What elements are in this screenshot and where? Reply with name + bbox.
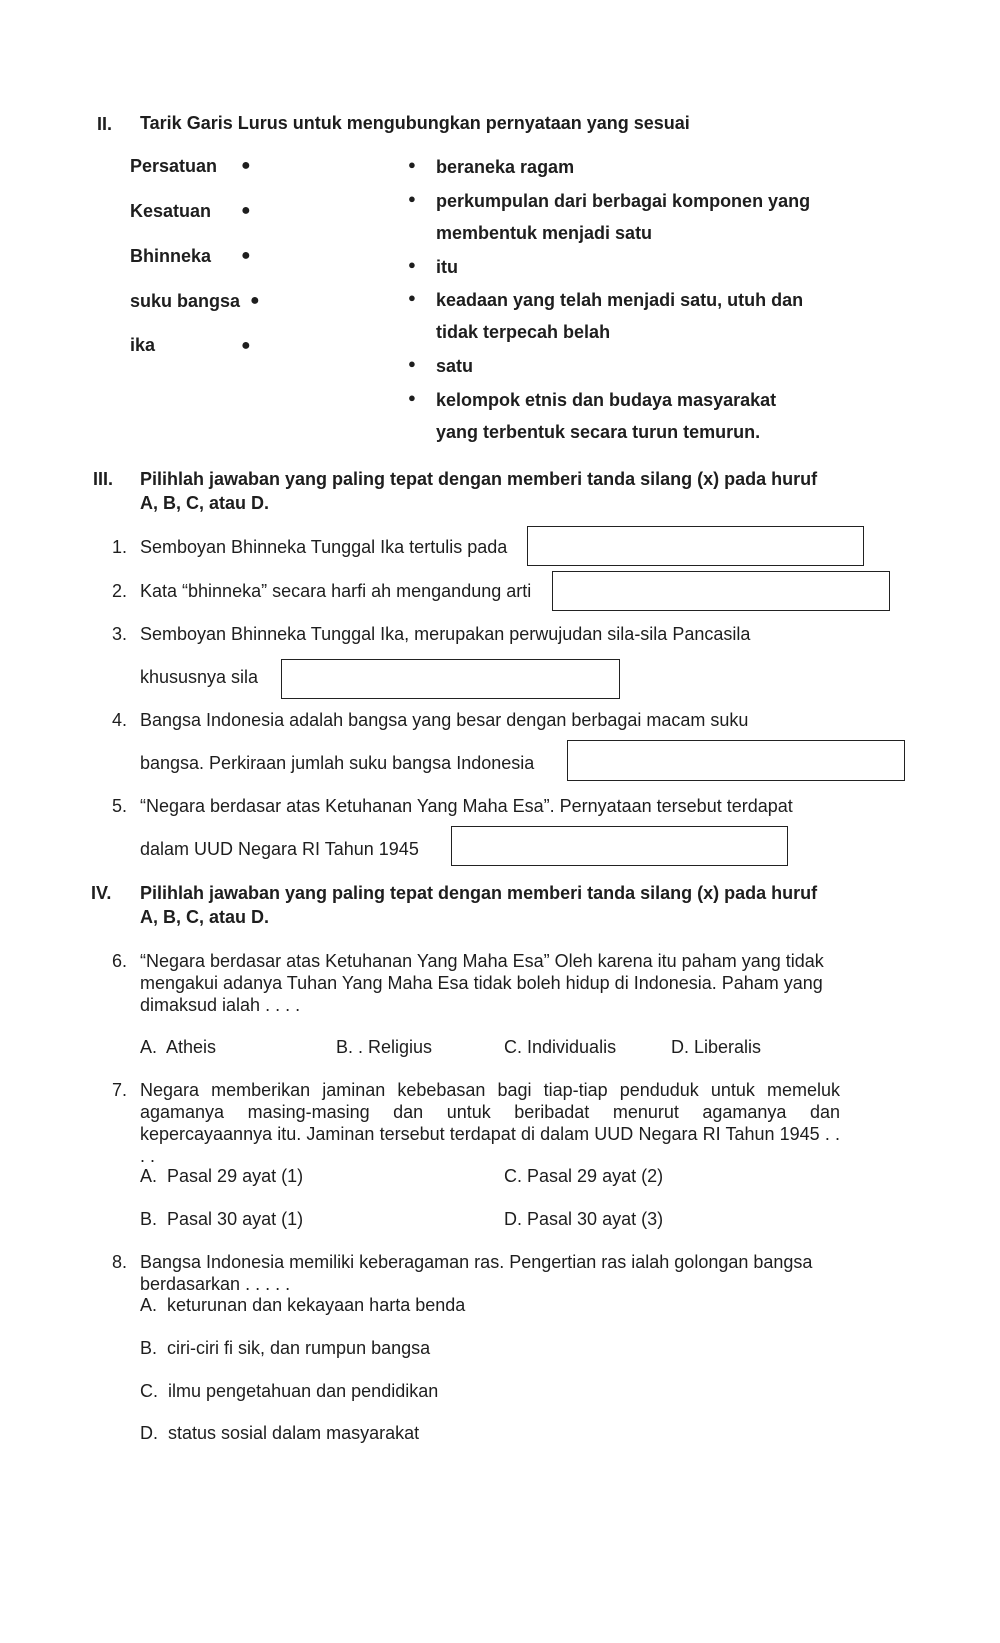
option-text: Individualis (527, 1037, 617, 1057)
left-term-dot: ● (241, 157, 251, 174)
question-6-text: “Negara berdasar atas Ketuhanan Yang Maha Esa” Oleh karena itu paham yang tidak mengakui adanya Tuhan Yang Maha Esa tidak boleh hidup di Indonesia. Paham yang dimaksud ialah . . . . (140, 951, 824, 1015)
left-term-dot: ● (250, 292, 260, 309)
question-text: Semboyan Bhinneka Tunggal Ika tertulis pada (140, 537, 508, 557)
option-a[interactable] (140, 1037, 216, 1058)
section-4-number: IV. (91, 883, 112, 903)
question-number: 2. (112, 581, 128, 601)
option-d[interactable] (504, 1209, 663, 1230)
option-text: status sosial dalam masyarakat (168, 1423, 420, 1443)
answer-box-2[interactable] (552, 571, 890, 611)
question-text-continued: dalam UUD Negara RI Tahun 1945 (140, 839, 419, 859)
option-c[interactable] (504, 1037, 616, 1058)
option-letter: D. (504, 1209, 522, 1229)
option-a[interactable] (140, 1166, 303, 1187)
left-term-ika: ika (130, 335, 156, 355)
question-7-text: Negara memberikan jaminan kebebasan bagi tiap-tiap penduduk untuk memeluk agamanya masing-masing dan untuk beribadat menurut agamanya dan kepercayaannya itu. Jaminan tersebut terdapat di dalam UUD Negara RI Tahun 1945 . . . . (140, 1080, 840, 1166)
answer-box-4[interactable] (567, 740, 905, 781)
question-number: 7. (112, 1080, 128, 1100)
bullet-dot: ● (408, 157, 416, 172)
left-term-dot: ● (241, 247, 251, 264)
question-number: 8. (112, 1252, 128, 1272)
option-c[interactable] (504, 1166, 663, 1187)
right-option: ● perkumpulan dari berbagai komponen yang membentuk menjadi satu (408, 191, 811, 243)
option-a[interactable] (140, 1295, 465, 1316)
question-text: Semboyan Bhinneka Tunggal Ika, merupakan perwujudan sila-sila Pancasila (140, 624, 751, 644)
right-option: ● itu (408, 257, 458, 277)
option-letter: B. (336, 1037, 354, 1057)
bullet-dot: ● (408, 290, 416, 305)
option-letter: C. (504, 1037, 522, 1057)
question-number: 6. (112, 951, 128, 971)
section-2-number: II. (97, 114, 113, 134)
bullet-dot: ● (408, 191, 416, 206)
answer-box-3[interactable] (281, 659, 620, 699)
option-text: Pasal 30 ayat (3) (527, 1209, 664, 1229)
question-number: 3. (112, 624, 128, 644)
right-option: ● keadaan yang telah menjadi satu, utuh dan tidak terpecah belah (408, 290, 804, 342)
question-number: 4. (112, 710, 128, 730)
option-letter: C. (504, 1166, 522, 1186)
question-text-continued: bangsa. Perkiraan jumlah suku bangsa Indonesia (140, 753, 535, 773)
option-text: Liberalis (694, 1037, 762, 1057)
option-text: keturunan dan kekayaan harta benda (167, 1295, 466, 1315)
left-term-suku-bangsa: suku bangsa (130, 291, 241, 311)
option-b[interactable] (336, 1037, 432, 1058)
option-letter: A. (140, 1037, 158, 1057)
question-text: “Negara berdasar atas Ketuhanan Yang Maha Esa”. Pernyataan tersebut terdapat (140, 796, 793, 816)
left-term-dot: ● (241, 202, 251, 219)
option-text: Pasal 29 ayat (1) (167, 1166, 304, 1186)
question-8-text: Bangsa Indonesia memiliki keberagaman ras. Pengertian ras ialah golongan bangsa berdasarkan . . . . . (140, 1252, 813, 1294)
option-d[interactable] (140, 1423, 419, 1444)
option-b[interactable] (140, 1338, 430, 1359)
left-term-kesatuan: Kesatuan (130, 201, 212, 221)
question-number: 1. (112, 537, 128, 557)
bullet-dot: ● (408, 390, 416, 405)
question-text-continued: khususnya sila (140, 667, 259, 687)
answer-box-1[interactable] (527, 526, 864, 566)
right-option: ● beraneka ragam (408, 157, 575, 177)
option-letter: B. (140, 1338, 158, 1358)
right-options-list (408, 150, 868, 449)
section-3-number: III. (93, 469, 114, 489)
question-text: Bangsa Indonesia adalah bangsa yang besar dengan berbagai macam suku (140, 710, 749, 730)
left-term-persatuan: Persatuan (130, 156, 218, 176)
option-c[interactable] (140, 1381, 438, 1402)
option-text: Pasal 29 ayat (2) (527, 1166, 664, 1186)
answer-box-5[interactable] (451, 826, 788, 866)
question-text: Kata “bhinneka” secara harfi ah mengandung arti (140, 581, 532, 601)
option-text: ilmu pengetahuan dan pendidikan (168, 1381, 439, 1401)
section-3-title: Pilihlah jawaban yang paling tepat dengan memberi tanda silang (x) pada huruf A, B, C, atau D. (140, 469, 818, 513)
option-text: ciri-ciri fi sik, dan rumpun bangsa (167, 1338, 431, 1358)
option-text: . Religius (358, 1037, 433, 1057)
option-b[interactable] (140, 1209, 303, 1230)
option-letter: C. (140, 1381, 158, 1401)
bullet-dot: ● (408, 356, 416, 371)
option-letter: D. (140, 1423, 158, 1443)
option-d[interactable] (671, 1037, 761, 1058)
option-letter: A. (140, 1295, 158, 1315)
option-letter: D. (671, 1037, 689, 1057)
right-option: ● satu (408, 356, 474, 376)
option-letter: B. (140, 1209, 158, 1229)
left-term-bhinneka: Bhinneka (130, 246, 212, 266)
section-2-title: Tarik Garis Lurus untuk mengubungkan pernyataan yang sesuai (140, 113, 690, 133)
option-letter: A. (140, 1166, 158, 1186)
option-text: Atheis (166, 1037, 217, 1057)
section-4-title: Pilihlah jawaban yang paling tepat dengan memberi tanda silang (x) pada huruf A, B, C, atau D. (140, 883, 818, 927)
question-number: 5. (112, 796, 128, 816)
right-option: ● kelompok etnis dan budaya masyarakat yang terbentuk secara turun temurun. (408, 390, 777, 442)
left-term-dot: ● (241, 337, 251, 354)
bullet-dot: ● (408, 257, 416, 272)
option-text: Pasal 30 ayat (1) (167, 1209, 304, 1229)
